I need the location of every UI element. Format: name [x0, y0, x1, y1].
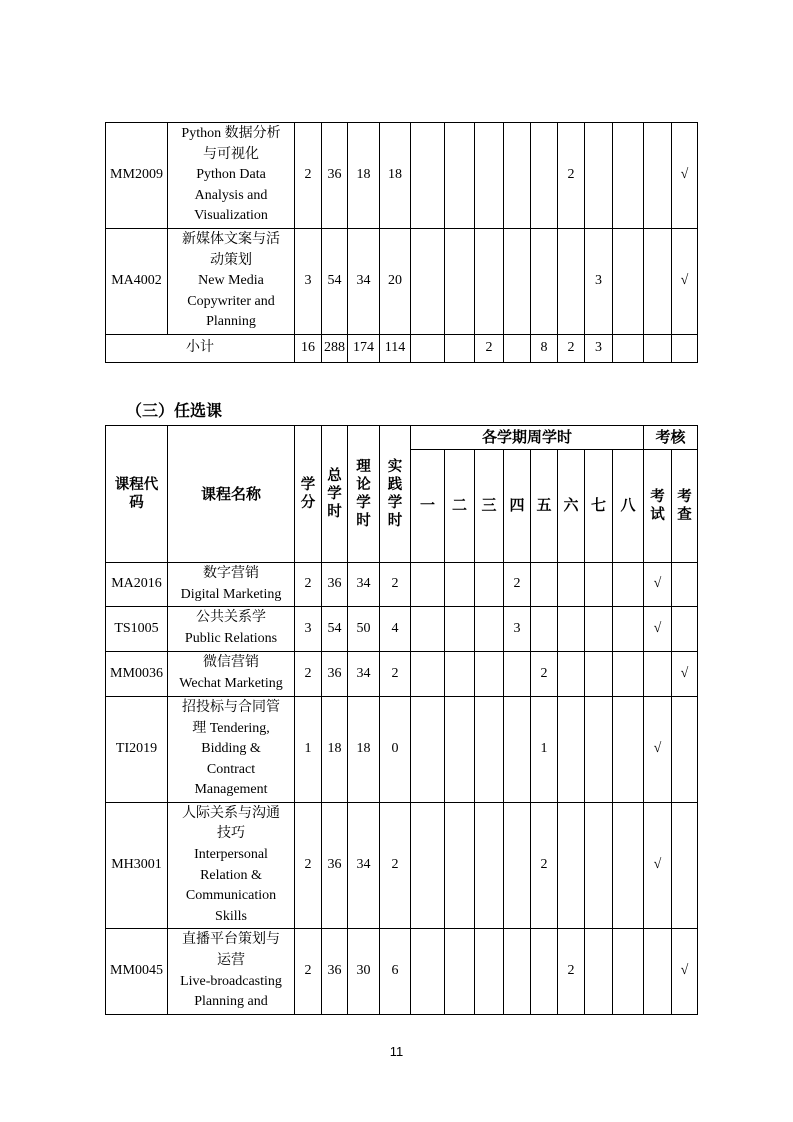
table-cell	[585, 123, 613, 229]
table-cell: 36	[322, 803, 348, 929]
table-cell: 2	[380, 563, 411, 607]
course-name-line: Skills	[215, 908, 247, 924]
table-cell	[531, 929, 558, 1015]
table-cell	[504, 335, 531, 363]
course-name-line: Analysis and	[194, 187, 268, 203]
table-cell: 0	[380, 697, 411, 803]
header-char: 理	[356, 459, 371, 475]
table-cell	[411, 607, 445, 652]
course-name-line: Live-broadcasting	[180, 973, 282, 989]
header-char: 学	[356, 495, 371, 511]
header-code-line: 码	[129, 495, 144, 511]
subtotal-row	[106, 335, 698, 363]
table-cell	[475, 652, 504, 697]
table-cell	[504, 652, 531, 697]
table-cell	[613, 229, 644, 335]
header-char: 论	[356, 477, 371, 493]
header-theory-hours	[348, 426, 380, 563]
course-code: MH3001	[106, 803, 168, 929]
header-credits	[295, 426, 322, 563]
header-semester-3: 三	[475, 450, 504, 563]
table-cell	[411, 229, 445, 335]
table-cell	[644, 652, 672, 697]
table-row	[106, 563, 698, 607]
course-name-line: 技巧	[217, 826, 245, 842]
table-cell	[585, 652, 613, 697]
course-name-line: 与可视化	[203, 146, 259, 162]
header-char: 时	[356, 513, 371, 529]
course-code: MA2016	[106, 563, 168, 607]
course-code: TI2019	[106, 697, 168, 803]
table-cell: 34	[348, 652, 380, 697]
course-code: MM0045	[106, 929, 168, 1015]
header-semester-4: 四	[504, 450, 531, 563]
table-cell: 36	[322, 929, 348, 1015]
header-semester-1: 一	[411, 450, 445, 563]
table-cell	[411, 563, 445, 607]
table-cell: √	[644, 607, 672, 652]
course-name-line: 人际关系与沟通	[182, 805, 280, 821]
table-cell: 114	[380, 335, 411, 363]
header-char: 时	[327, 504, 342, 520]
course-name	[168, 607, 295, 652]
table-cell	[445, 607, 475, 652]
table-cell	[613, 335, 644, 363]
table-row	[106, 652, 698, 697]
table-cell	[475, 929, 504, 1015]
table-cell	[411, 123, 445, 229]
table-cell	[411, 652, 445, 697]
course-name-line: 理 Tendering,	[192, 720, 270, 736]
course-name-line: 微信营销	[203, 655, 259, 671]
course-name-line: Wechat Marketing	[179, 676, 283, 691]
table-cell	[613, 563, 644, 607]
course-name-line: Copywriter and	[187, 293, 275, 309]
table-cell: 288	[322, 335, 348, 363]
course-name-line: Visualization	[194, 208, 268, 224]
table-cell	[672, 697, 698, 803]
table-cell: 54	[322, 607, 348, 652]
course-name-line: 动策划	[210, 252, 252, 268]
header-char: 时	[387, 513, 403, 529]
course-name-line: New Media	[198, 273, 264, 289]
table-cell	[531, 563, 558, 607]
table-cell	[411, 335, 445, 363]
table-cell	[672, 803, 698, 929]
course-name-line: Planning	[206, 314, 256, 330]
table-cell: 54	[322, 229, 348, 335]
course-name-line: Contract	[206, 761, 256, 777]
table-cell: 34	[348, 803, 380, 929]
table-cell	[644, 335, 672, 363]
table-cell	[445, 697, 475, 803]
table-cell: 34	[348, 229, 380, 335]
table-cell: √	[644, 697, 672, 803]
course-name	[168, 697, 295, 803]
header-char: 学	[327, 486, 342, 502]
table-cell: 30	[348, 929, 380, 1015]
table-cell: 3	[504, 607, 531, 652]
header-check	[672, 450, 698, 563]
header-char: 考	[677, 489, 692, 505]
table-cell: 2	[558, 335, 585, 363]
header-semester-8: 八	[613, 450, 644, 563]
page-number: 11	[389, 1044, 404, 1059]
header-char: 分	[300, 495, 316, 511]
table-cell: 50	[348, 607, 380, 652]
table-cell: √	[644, 563, 672, 607]
header-semester-7: 七	[585, 450, 613, 563]
header-course-name: 课程名称	[168, 426, 295, 563]
header-char: 查	[677, 507, 692, 523]
table-cell	[644, 123, 672, 229]
table-cell: 2	[295, 803, 322, 929]
table-row	[106, 229, 698, 335]
table-cell	[475, 697, 504, 803]
table-cell: 2	[531, 652, 558, 697]
table-cell	[672, 335, 698, 363]
table-cell	[445, 929, 475, 1015]
table-cell	[613, 697, 644, 803]
table-cell: 2	[504, 563, 531, 607]
table-cell	[672, 607, 698, 652]
table-cell: 36	[322, 563, 348, 607]
table-cell	[585, 563, 613, 607]
header-char: 总	[327, 468, 342, 484]
course-name	[168, 929, 295, 1015]
table-cell	[644, 929, 672, 1015]
table-cell: 2	[295, 929, 322, 1015]
course-name	[168, 652, 295, 697]
table-cell	[504, 697, 531, 803]
header-practice-hours	[380, 426, 411, 563]
table-cell: 1	[295, 697, 322, 803]
table-cell	[558, 652, 585, 697]
table-row	[106, 123, 698, 229]
table-cell: 4	[380, 607, 411, 652]
header-char: 学	[387, 495, 403, 511]
table-cell: 3	[295, 607, 322, 652]
header-code-line: 课程代	[114, 477, 159, 493]
table-cell: 2	[475, 335, 504, 363]
table-cell	[475, 563, 504, 607]
table-cell	[613, 929, 644, 1015]
table-cell	[445, 652, 475, 697]
table-row	[106, 607, 698, 652]
table-cell	[475, 123, 504, 229]
table-row	[106, 929, 698, 1015]
course-name-line: Communication	[185, 888, 277, 904]
table-cell	[445, 123, 475, 229]
course-name-line: Interpersonal	[194, 846, 268, 862]
table-cell: √	[644, 803, 672, 929]
course-name-line: Digital Marketing	[180, 586, 282, 602]
course-name-line: 直播平台策划与	[182, 932, 280, 948]
table-cell	[445, 563, 475, 607]
course-name-line: Management	[194, 782, 268, 798]
course-name-line: Planning and	[194, 994, 268, 1010]
table-cell: 18	[348, 697, 380, 803]
course-name	[168, 229, 295, 335]
table-cell	[613, 607, 644, 652]
course-name	[168, 123, 295, 229]
table-cell: 2	[558, 123, 585, 229]
elective-course-table	[105, 425, 698, 1015]
course-code: TS1005	[106, 607, 168, 652]
course-code: MM2009	[106, 123, 168, 229]
table-cell	[445, 335, 475, 363]
table-cell: 2	[295, 563, 322, 607]
header-char: 践	[387, 477, 403, 493]
table-cell	[672, 563, 698, 607]
header-char: 试	[650, 507, 665, 523]
course-name-line: 招投标与合同管	[182, 700, 280, 716]
section-title: （三）任选课	[126, 401, 223, 420]
table-cell	[445, 803, 475, 929]
course-name-line: Python 数据分析	[181, 126, 281, 142]
course-code: MM0036	[106, 652, 168, 697]
table-cell: √	[672, 652, 698, 697]
table-cell: √	[672, 229, 698, 335]
table-cell: 18	[348, 123, 380, 229]
course-name-line: 运营	[217, 952, 245, 968]
table-cell: 18	[322, 697, 348, 803]
table-cell	[445, 229, 475, 335]
table-cell: 3	[295, 229, 322, 335]
subtotal-label: 小计	[106, 335, 295, 363]
table-cell: 36	[322, 652, 348, 697]
header-semester-6: 六	[558, 450, 585, 563]
course-name-line: 新媒体文案与活	[182, 232, 280, 248]
table-cell: 2	[295, 652, 322, 697]
header-exam	[644, 450, 672, 563]
table-cell	[558, 563, 585, 607]
table-cell	[475, 607, 504, 652]
table-cell: 174	[348, 335, 380, 363]
table-cell	[585, 697, 613, 803]
course-name-line: 公共关系学	[196, 610, 266, 626]
table-cell	[558, 803, 585, 929]
header-total-hours	[322, 426, 348, 563]
table-cell	[558, 229, 585, 335]
table-cell: √	[672, 123, 698, 229]
course-name-line: 数字营销	[203, 565, 259, 581]
table-cell: 18	[380, 123, 411, 229]
table-cell	[504, 929, 531, 1015]
header-course-code	[106, 426, 168, 563]
table-cell: 1	[531, 697, 558, 803]
course-name-line: Bidding &	[201, 741, 261, 757]
table-cell	[475, 803, 504, 929]
top-course-table	[105, 122, 698, 363]
table-cell	[613, 123, 644, 229]
header-semester-group: 各学期周学时	[411, 426, 644, 450]
table-row	[106, 697, 698, 803]
table-cell: 6	[380, 929, 411, 1015]
header-semester-2: 二	[445, 450, 475, 563]
table-cell: 16	[295, 335, 322, 363]
course-code: MA4002	[106, 229, 168, 335]
header-char: 实	[387, 459, 403, 475]
header-char: 学	[300, 477, 316, 493]
table-cell	[504, 123, 531, 229]
table-row	[106, 803, 698, 929]
table-cell: 20	[380, 229, 411, 335]
table-cell: 2	[558, 929, 585, 1015]
table-cell	[531, 607, 558, 652]
course-name-line: Python Data	[196, 167, 266, 183]
table-cell	[504, 803, 531, 929]
table-cell: 2	[295, 123, 322, 229]
header-assessment-group: 考核	[644, 426, 698, 450]
table-cell: 3	[585, 335, 613, 363]
course-name	[168, 803, 295, 929]
table-cell	[613, 652, 644, 697]
table-cell: 3	[585, 229, 613, 335]
header-char: 考	[650, 489, 665, 505]
table-cell	[558, 697, 585, 803]
table-cell: 34	[348, 563, 380, 607]
table-cell	[613, 803, 644, 929]
table-cell	[504, 229, 531, 335]
table-cell	[585, 607, 613, 652]
table-cell	[585, 929, 613, 1015]
course-name-line: Public Relations	[184, 631, 278, 646]
table-cell	[531, 229, 558, 335]
table-cell: 2	[380, 803, 411, 929]
table-cell: 2	[531, 803, 558, 929]
header-semester-5: 五	[531, 450, 558, 563]
table-cell	[411, 929, 445, 1015]
table-cell	[531, 123, 558, 229]
course-name	[168, 563, 295, 607]
table-cell	[558, 607, 585, 652]
table-cell: 36	[322, 123, 348, 229]
table-cell	[411, 697, 445, 803]
table-cell	[644, 229, 672, 335]
table-cell	[411, 803, 445, 929]
table-cell	[585, 803, 613, 929]
table-cell	[475, 229, 504, 335]
course-name-line: Relation &	[200, 867, 262, 883]
table-cell: 2	[380, 652, 411, 697]
table-cell: √	[672, 929, 698, 1015]
table-cell: 8	[531, 335, 558, 363]
